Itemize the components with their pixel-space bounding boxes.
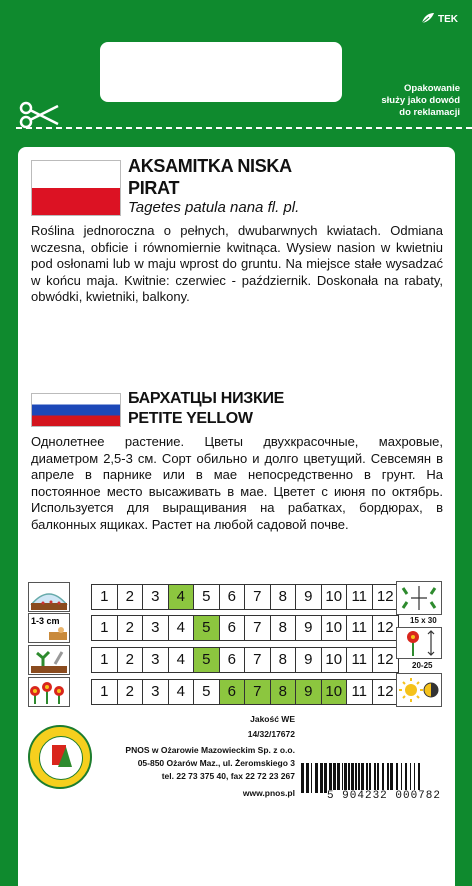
- scissors-icon: [18, 100, 60, 130]
- barcode-bar: [311, 763, 312, 793]
- barcode-bar: [418, 763, 420, 793]
- sun-shade-icon: [396, 673, 442, 707]
- calendar-row: [28, 584, 448, 610]
- month-cell: 2: [118, 585, 144, 609]
- month-cell: 7: [245, 585, 271, 609]
- month-cell: 5: [194, 616, 220, 640]
- tek-mark: TEK: [421, 12, 458, 27]
- month-cell: 9: [296, 585, 322, 609]
- month-cell: 7: [245, 648, 271, 672]
- producer-phone: tel. 22 73 375 40, fax 22 72 23 267: [161, 771, 295, 781]
- russian-flag: [31, 393, 121, 427]
- month-cell: 6: [220, 585, 246, 609]
- producer-name: PNOS w Ożarowie Mazowieckim Sp. z o.o.: [125, 745, 295, 755]
- flowers-icon: [28, 677, 70, 707]
- month-cell: 3: [143, 648, 169, 672]
- calendar-row: [28, 615, 448, 641]
- complaint-notice: Opakowanie służy jako dowód do reklamacji: [381, 83, 460, 118]
- greenhouse-sowing-icon: [28, 582, 70, 612]
- month-cell: 10: [322, 585, 348, 609]
- month-cell: 1: [92, 648, 118, 672]
- barcode-bar: [414, 763, 415, 793]
- barcode-bar: [361, 763, 364, 793]
- month-strip: [91, 647, 399, 673]
- month-cell: 12: [376, 651, 394, 668]
- barcode-bar: [358, 763, 360, 793]
- barcode-bar: [301, 763, 304, 793]
- russian-description: Однолетнее растение. Цветы двухкрасочные, махровые, диаметром 2,5-3 см. Сорт обильно и долго цветущий. Севсемян в апреле в парнике или в мае непосредственно в грунт. На постоянное место высаживать в мае. Цветет с июня по октябрь. Используется для выращивания на рабатках, бордюрах, в балконных ящиках. Растет на любой садовой почве.: [31, 434, 443, 532]
- month-cell: 4: [169, 585, 195, 609]
- polish-flag: [31, 160, 121, 216]
- barcode-bar: [344, 763, 347, 793]
- month-cell: 5: [194, 585, 220, 609]
- barcode-bar: [306, 763, 309, 793]
- month-cell: 6: [220, 616, 246, 640]
- barcode-bar: [377, 763, 379, 793]
- producer-address: 05-850 Ożarów Maz., ul. Żeromskiego 3: [137, 758, 295, 768]
- barcode-bar: [329, 763, 332, 793]
- month-cell: 11: [347, 648, 373, 672]
- barcode-bar: [369, 763, 371, 793]
- month-cell: 11: [347, 680, 373, 704]
- info-card: [18, 147, 455, 886]
- month-cell: 4: [169, 616, 195, 640]
- planting-trowel-icon: [28, 645, 70, 675]
- barcode-bar: [390, 763, 393, 793]
- month-cell: 4: [169, 648, 195, 672]
- month-cell: 5: [194, 680, 220, 704]
- barcode-bar: [366, 763, 368, 793]
- barcode-bar: [337, 763, 340, 793]
- month-cell: 4: [169, 680, 195, 704]
- hanger-tab: [100, 42, 342, 102]
- barcode-bar: [351, 763, 354, 793]
- producer-website[interactable]: www.pnos.pl: [242, 788, 295, 798]
- polish-description: Roślina jednoroczna o pełnych, dwubarwnych kwiatach. Odmiana wczesna, obficie i równomiernie kwitnąca. Wysiew nasion w kwietniu pod osłonami lub w maju wprost do gruntu. Na miejsce stałe wysadzać w końcu maja. Kwitnie: czerwiec - październik. Doskonała na rabaty, obwódki, kwietniki, balkony.: [31, 223, 443, 305]
- month-cell: 3: [143, 680, 169, 704]
- barcode-bar: [324, 763, 327, 793]
- barcode-bar: [315, 763, 318, 793]
- barcode-bar: [382, 763, 384, 793]
- quality-mark: Jakość WE: [250, 714, 295, 724]
- month-cell: 9: [296, 680, 322, 704]
- month-cell: 6: [220, 648, 246, 672]
- barcode-bar: [401, 763, 402, 793]
- month-strip: [91, 679, 399, 705]
- month-cell: 2: [118, 680, 144, 704]
- barcode-bar: [374, 763, 376, 793]
- barcode-bar: [387, 763, 389, 793]
- month-cell: 7: [245, 680, 271, 704]
- sowing-depth-icon: 1-3 cm: [28, 613, 70, 643]
- month-cell: 11: [347, 616, 373, 640]
- barcode-bar: [405, 763, 407, 793]
- month-cell: 12: [376, 619, 394, 636]
- month-strip: [91, 615, 399, 641]
- calendar-row: [28, 647, 448, 673]
- latin-name: Tagetes patula nana fl. pl.: [128, 199, 300, 216]
- month-cell: 1: [92, 680, 118, 704]
- month-cell: 10: [322, 648, 348, 672]
- month-cell: 5: [194, 648, 220, 672]
- polish-title: AKSAMITKA NISKA PIRAT: [128, 156, 292, 198]
- spacing-label: 15 x 30: [410, 616, 437, 625]
- month-cell: 1: [92, 585, 118, 609]
- barcode-bar: [333, 763, 336, 793]
- month-cell: 10: [322, 616, 348, 640]
- month-cell: 9: [296, 616, 322, 640]
- month-cell: 2: [118, 616, 144, 640]
- month-cell: 12: [376, 683, 394, 700]
- month-cell: 8: [271, 616, 297, 640]
- month-cell: 9: [296, 648, 322, 672]
- month-cell: 8: [271, 585, 297, 609]
- calendar-row: [28, 679, 448, 705]
- leaf-icon: [421, 12, 435, 27]
- month-cell: 6: [220, 680, 246, 704]
- month-cell: 7: [245, 616, 271, 640]
- month-cell: 11: [347, 585, 373, 609]
- pnos-logo: [28, 725, 92, 789]
- month-cell: 10: [322, 680, 348, 704]
- barcode-bar: [355, 763, 357, 793]
- month-cell: 8: [271, 680, 297, 704]
- month-cell: 8: [271, 648, 297, 672]
- month-cell: 3: [143, 616, 169, 640]
- month-cell: 12: [376, 588, 394, 605]
- month-cell: 3: [143, 585, 169, 609]
- month-cell: 2: [118, 648, 144, 672]
- barcode-bar: [410, 763, 411, 793]
- month-strip: [91, 584, 399, 610]
- spacing-icon: [396, 581, 442, 615]
- barcode-bar: [348, 763, 350, 793]
- barcode-bar: [396, 763, 398, 793]
- height-label: 20-25: [412, 661, 433, 670]
- barcode-digits: 5 904232 000782: [326, 790, 441, 802]
- plant-height-icon: [396, 627, 442, 659]
- cut-line: [16, 127, 472, 129]
- producer-code: 14/32/17672: [247, 729, 295, 739]
- barcode-bar: [342, 763, 343, 793]
- month-cell: 1: [92, 616, 118, 640]
- russian-title: БАРХАТЦЫ НИЗКИЕ PETITE YELLOW: [128, 390, 285, 427]
- barcode-bar: [320, 763, 323, 793]
